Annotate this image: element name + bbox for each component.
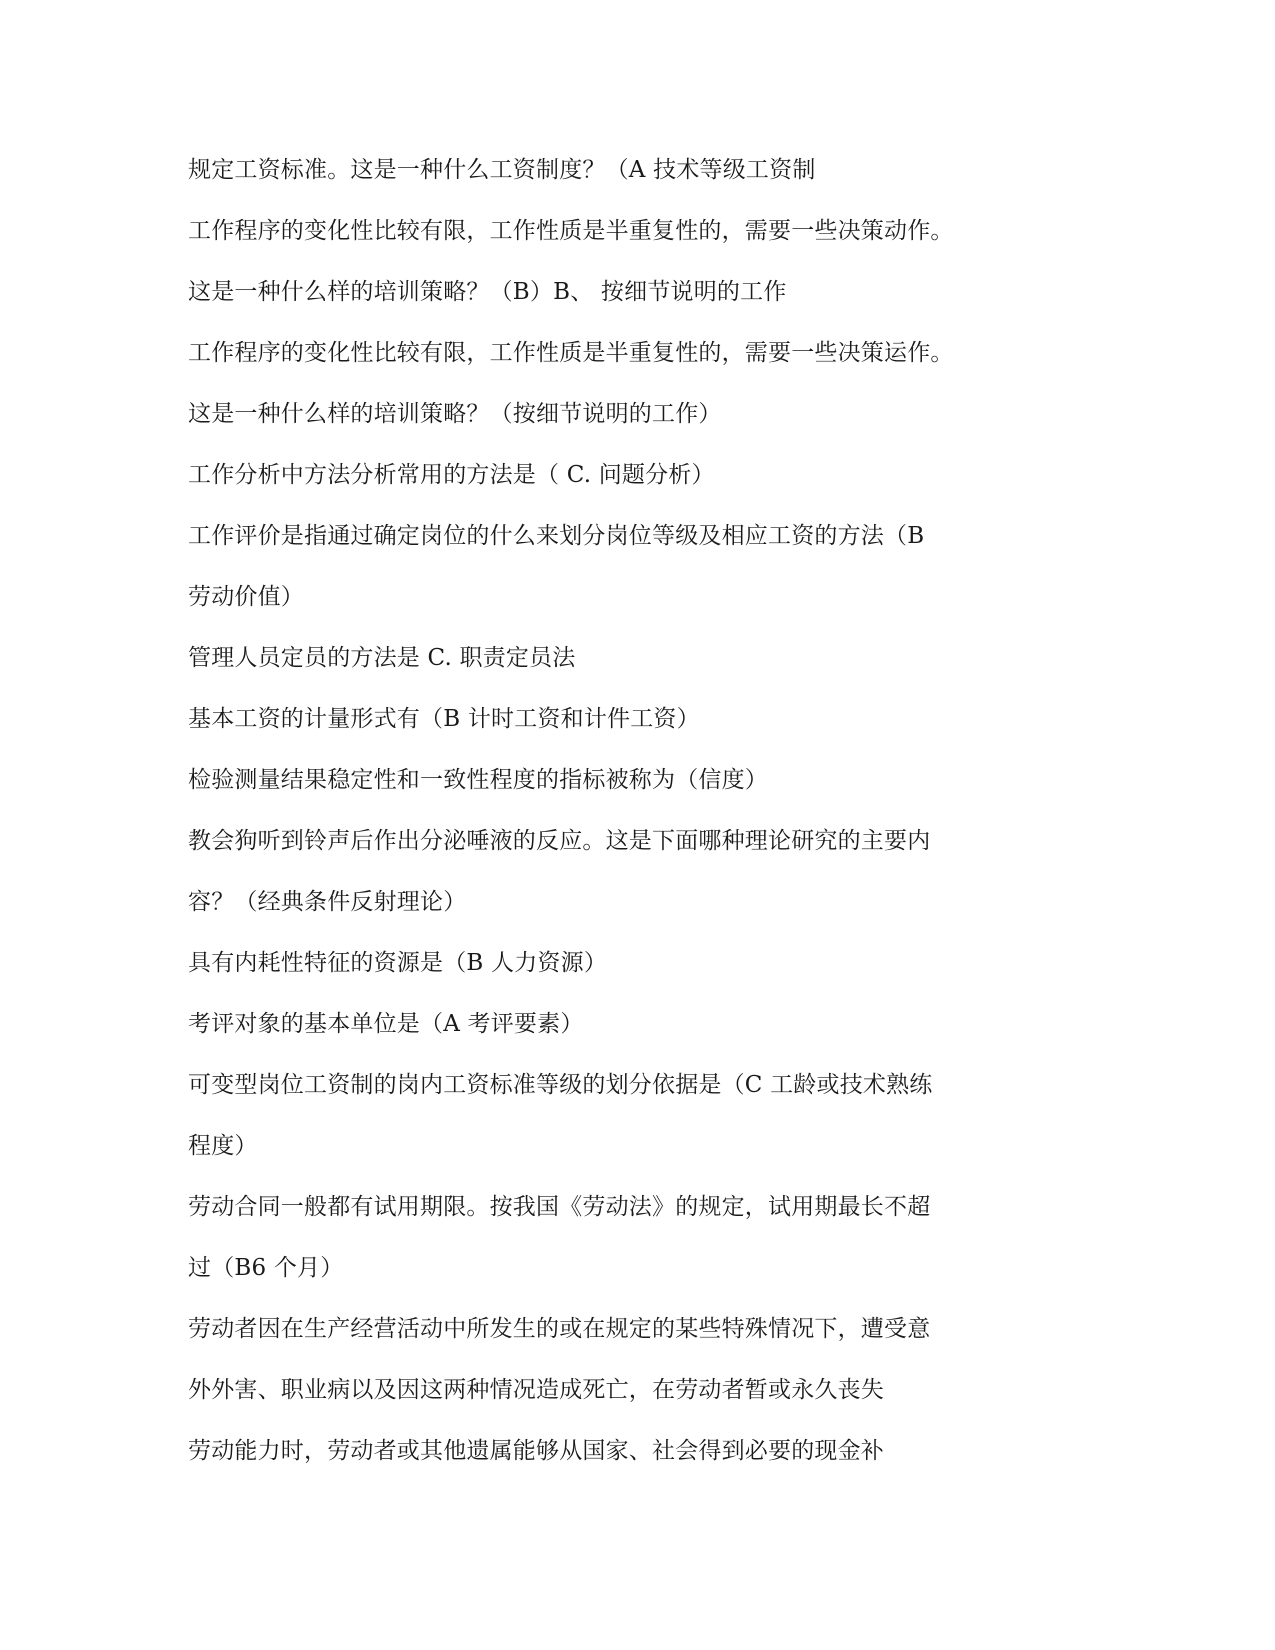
text-line: 管理人员定员的方法是 C. 职责定员法 (188, 645, 576, 671)
text-line: 考评对象的基本单位是（A 考评要素） (188, 1011, 584, 1037)
text-line: 教会狗听到铃声后作出分泌唾液的反应。这是下面哪种理论研究的主要内 (188, 828, 931, 854)
text-line: 这是一种什么样的培训策略？（B）B、 按细节说明的工作 (188, 279, 787, 305)
text-line: 检验测量结果稳定性和一致性程度的指标被称为（信度） (188, 767, 768, 793)
text-line: 劳动合同一般都有试用期限。按我国《劳动法》的规定，试用期最长不超 (188, 1194, 931, 1220)
text-line: 程度） (188, 1133, 258, 1159)
document-text-block (188, 140, 1088, 1482)
text-line: 可变型岗位工资制的岗内工资标准等级的划分依据是（C 工龄或技术熟练 (188, 1072, 933, 1098)
text-line: 劳动价值） (188, 584, 304, 610)
text-line: 工作程序的变化性比较有限，工作性质是半重复性的，需要一些决策动作。 (188, 218, 954, 244)
text-line: 规定工资标准。这是一种什么工资制度？（A 技术等级工资制 (188, 157, 816, 183)
text-line: 过（B6 个月） (188, 1255, 344, 1281)
text-line: 劳动能力时，劳动者或其他遗属能够从国家、社会得到必要的现金补 (188, 1438, 884, 1464)
text-line: 工作分析中方法分析常用的方法是（ C. 问题分析） (188, 462, 715, 488)
text-line: 这是一种什么样的培训策略？（按细节说明的工作） (188, 401, 722, 427)
text-line: 外外害、职业病以及因这两种情况造成死亡，在劳动者暂或永久丧失 (188, 1377, 884, 1403)
text-line: 具有内耗性特征的资源是（B 人力资源） (188, 950, 608, 976)
text-line: 容？（经典条件反射理论） (188, 889, 467, 915)
text-line: 基本工资的计量形式有（B 计时工资和计件工资） (188, 706, 700, 732)
text-line: 劳动者因在生产经营活动中所发生的或在规定的某些特殊情况下，遭受意 (188, 1316, 931, 1342)
text-line: 工作评价是指通过确定岗位的什么来划分岗位等级及相应工资的方法（B (188, 523, 925, 549)
text-line: 工作程序的变化性比较有限，工作性质是半重复性的，需要一些决策运作。 (188, 340, 954, 366)
